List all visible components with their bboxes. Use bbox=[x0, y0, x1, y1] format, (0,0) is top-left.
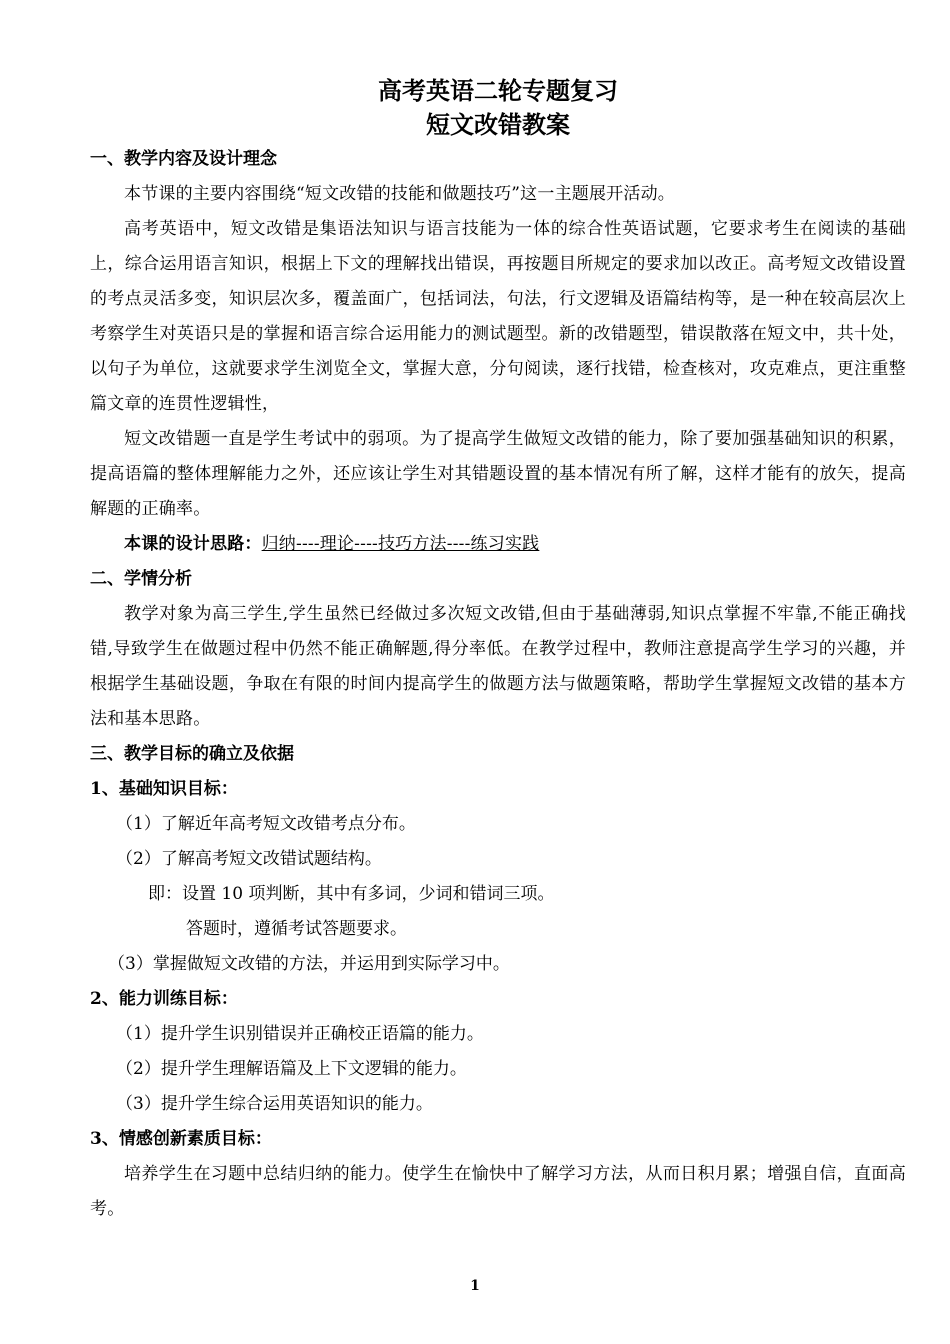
goal-2-item-1: （1）提升学生识别错误并正确校正语篇的能力。 bbox=[116, 1024, 484, 1044]
section-2-paragraph-1: 教学对象为高三学生,学生虽然已经做过多次短文改错,但由于基础薄弱,知识点掌握不牢靠,不能正确找错,导致学生在做题过程中仍然不能正确解题,得分率低。在教学过程中，教师注意提高学生学习的兴趣，并根据学生基础设题，争取在有限的时间内提高学生的做题方法与做题策略，帮助学生掌握短文改错的基本方法和基本思路。 bbox=[90, 604, 906, 729]
document-title-line2: 短文改错教案 bbox=[426, 110, 570, 139]
goal-2-item-3: （3）提升学生综合运用英语知识的能力。 bbox=[116, 1094, 433, 1114]
goal-1-note-1: 即：设置 10 项判断，其中有多词，少词和错词三项。 bbox=[148, 884, 555, 904]
section-1-paragraph-2: 高考英语中，短文改错是集语法知识与语言技能为一体的综合性英语试题，它要求考生在阅读的基础上，综合运用语言知识，根据上下文的理解找出错误，再按题目所规定的要求加以改正。高考短文改错设置的考点灵活多变，知识层次多，覆盖面广，包括词法，句法，行文逻辑及语篇结构等，是一种在较高层次上考察学生对英语只是的掌握和语言综合运用能力的测试题型。新的改错题型，错误散落在短文中，共十处，以句子为单位，这就要求学生浏览全文，掌握大意，分句阅读，逐行找错，检查核对，攻克难点，更注重整篇文章的连贯性逻辑性， bbox=[90, 219, 906, 414]
section-1-paragraph-1: 本节课的主要内容围绕“短文改错的技能和做题技巧”这一主题展开活动。 bbox=[124, 184, 675, 204]
goal-1-heading: 1、基础知识目标： bbox=[90, 779, 238, 799]
goal-1-note-2: 答题时，遵循考试答题要求。 bbox=[186, 919, 407, 939]
section-heading-1: 一、教学内容及设计理念 bbox=[90, 149, 277, 169]
goal-3-paragraph: 培养学生在习题中总结归纳的能力。使学生在愉快中了解学习方法，从而日积月累；增强自信，直面高考。 bbox=[90, 1164, 906, 1219]
document-page bbox=[90, 74, 906, 1227]
goal-1-item-3: （3）掌握做短文改错的方法，并运用到实际学习中。 bbox=[108, 954, 510, 974]
goal-3-heading: 3、情感创新素质目标： bbox=[90, 1129, 272, 1149]
page-number: 1 bbox=[470, 1278, 480, 1294]
goal-1-item-1: （1）了解近年高考短文改错考点分布。 bbox=[116, 814, 416, 834]
section-heading-3: 三、教学目标的确立及依据 bbox=[90, 744, 294, 764]
document-title-line1: 高考英语二轮专题复习 bbox=[378, 76, 618, 105]
section-heading-2: 二、学情分析 bbox=[90, 569, 192, 589]
design-idea-line bbox=[90, 527, 906, 562]
goal-1-item-2: （2）了解高考短文改错试题结构。 bbox=[116, 849, 382, 869]
design-idea-label: 本课的设计思路： bbox=[124, 534, 262, 554]
section-1-paragraph-3: 短文改错题一直是学生考试中的弱项。为了提高学生做短文改错的能力，除了要加强基础知识的积累，提高语篇的整体理解能力之外，还应该让学生对其错题设置的基本情况有所了解，这样才能有的放矢，提高解题的正确率。 bbox=[90, 429, 906, 519]
goal-2-item-2: （2）提升学生理解语篇及上下文逻辑的能力。 bbox=[116, 1059, 467, 1079]
design-idea-value: 归纳----理论----技巧方法----练习实践 bbox=[261, 534, 540, 554]
goal-2-heading: 2、能力训练目标： bbox=[90, 989, 238, 1009]
